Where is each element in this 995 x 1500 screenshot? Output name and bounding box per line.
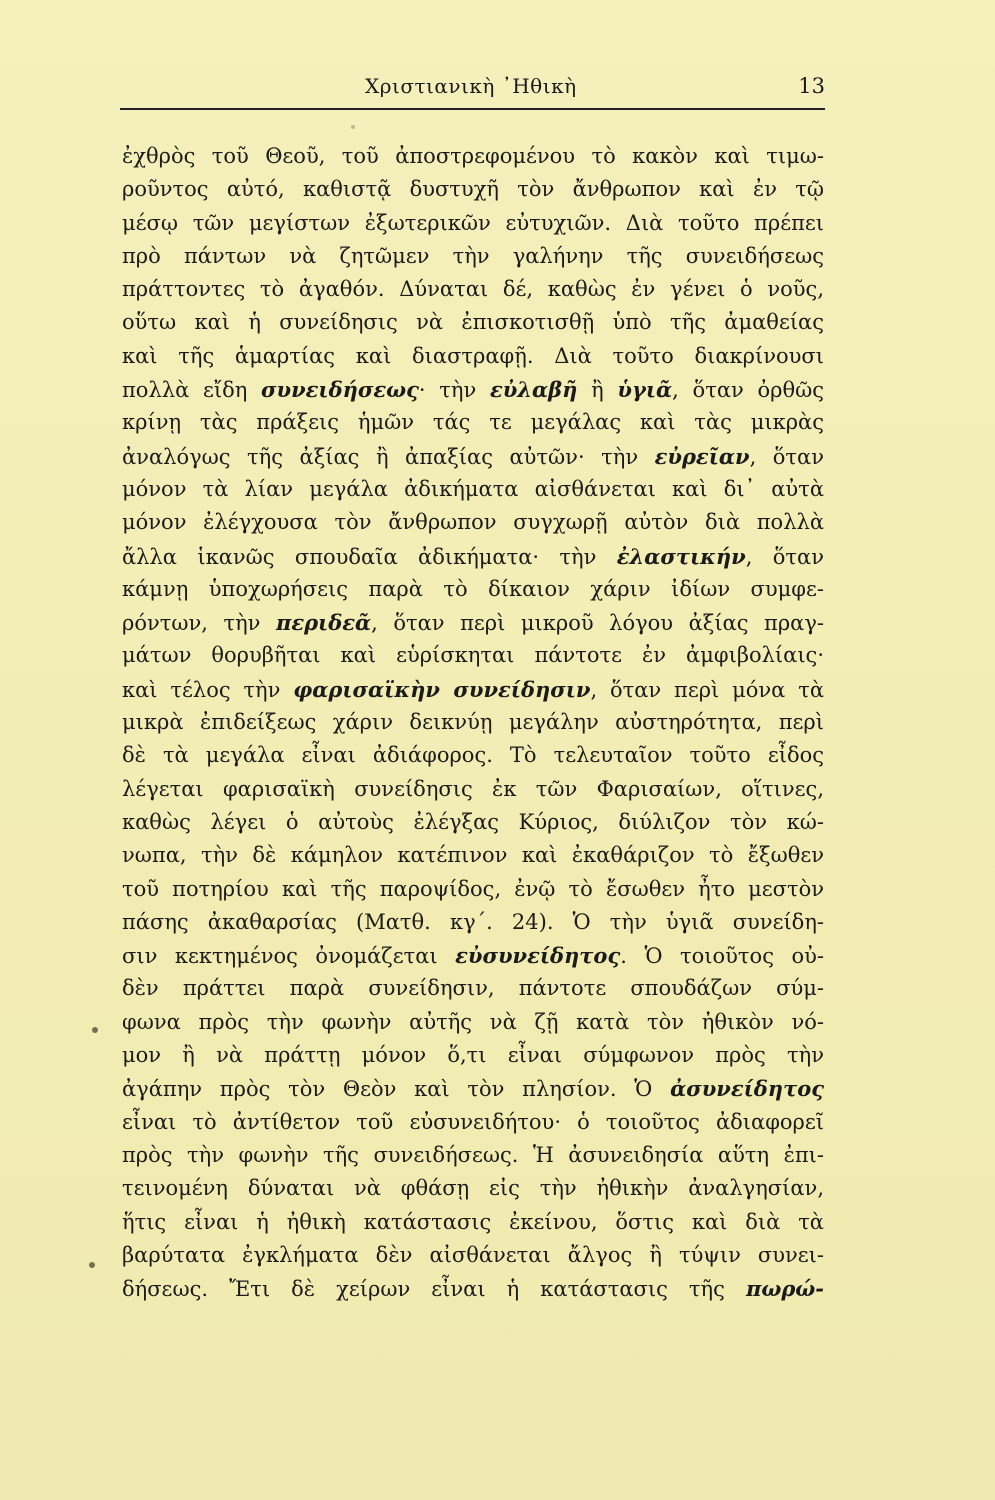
text-segment: πράττοντες τὸ ἀγαθόν. Δύναται δέ, καθὼς ἐν γένει ὁ νοῦς, xyxy=(122,277,824,302)
text-segment: ἐχθρὸς τοῦ Θεοῦ, τοῦ ἀποστρεφομένου τὸ κακὸν καὶ τιμω- xyxy=(122,144,824,168)
text-line xyxy=(122,739,824,772)
text-line xyxy=(122,806,824,839)
text-segment: σιν κεκτημένος ὀνομάζεται xyxy=(122,944,456,969)
emphasized-term: ἀσυνείδητος xyxy=(670,1076,824,1102)
text-segment: , ὅταν περὶ μόνα τὰ xyxy=(590,677,824,702)
text-line xyxy=(122,207,824,240)
text-line xyxy=(122,1006,824,1039)
emphasized-term: εὐλαβῆ xyxy=(489,377,578,403)
text-line xyxy=(122,440,824,473)
text-segment: καὶ τῆς ἁμαρτίας καὶ διαστραφῇ. Διὰ τοῦτο διακρίνουσι xyxy=(122,343,824,368)
text-segment: νωπα, τὴν δὲ κάμηλον κατέπινον καὶ ἐκαθάριζον τὸ ἔξωθεν xyxy=(122,843,824,868)
running-title: Χριστιανικὴ ᾿Ηθικὴ xyxy=(365,74,577,98)
text-segment: καὶ τέλος τὴν xyxy=(122,677,294,702)
text-segment: κάμνῃ ὑποχωρήσεις παρὰ τὸ δίκαιον χάριν ἰδίων συμφε- xyxy=(122,576,824,601)
text-segment: πρὸ πάντων νὰ ζητῶμεν τὴν γαλήνην τῆς συνειδήσεως xyxy=(122,243,824,268)
text-line xyxy=(122,1239,824,1272)
text-segment: μον ἢ νὰ πράττῃ μόνον ὅ,τι εἶναι σύμφωνον πρὸς τὴν xyxy=(122,1043,824,1068)
text-segment: οὕτω καὶ ἡ συνείδησις νὰ ἐπισκοτισθῇ ὑπὸ τῆς ἀμαθείας xyxy=(122,310,824,335)
text-line xyxy=(122,1039,824,1072)
text-line xyxy=(122,240,824,273)
text-segment: πάσης ἀκαθαρσίας (Ματθ. κγ΄. 24). Ὁ τὴν ὑγιᾶ συνείδη- xyxy=(122,909,824,934)
text-line xyxy=(122,1206,824,1239)
text-line xyxy=(122,939,824,972)
text-segment: μάτων θορυβῆται καὶ εὑρίσκηται πάντοτε ἐν ἀμφιβολίαις· xyxy=(122,643,824,668)
text-segment: μικρὰ ἐπιδείξεως χάριν δεικνύῃ μεγάλην αὐστηρότητα, περὶ xyxy=(122,710,824,735)
text-line xyxy=(122,839,824,872)
text-line xyxy=(122,473,824,506)
text-segment: ἀναλόγως τῆς ἀξίας ἢ ἀπαξίας αὐτῶν· τὴν xyxy=(122,444,655,469)
text-line xyxy=(122,1072,824,1105)
text-line xyxy=(122,873,824,906)
text-segment: , ὅταν xyxy=(749,444,824,469)
text-segment: φωνα πρὸς τὴν φωνὴν αὐτῆς νὰ ζῇ κατὰ τὸν ἠθικὸν νό- xyxy=(122,1009,824,1034)
text-segment: κρίνῃ τὰς πράξεις ἡμῶν τάς τε μεγάλας καὶ τὰς μικρὰς xyxy=(122,410,824,435)
text-line xyxy=(122,406,824,439)
text-segment: εἶναι τὸ ἀντίθετον τοῦ εὐσυνειδήτου· ὁ τοιοῦτος ἀδιαφορεῖ xyxy=(122,1109,824,1134)
text-segment: ρόντων, τὴν xyxy=(122,611,276,636)
text-segment: πρὸς τὴν φωνὴν τῆς συνειδήσεως. Ἡ ἀσυνειδησία αὕτη ἐπι- xyxy=(122,1142,824,1167)
text-segment: . Ὁ τοιοῦτος οὐ- xyxy=(620,944,824,969)
emphasized-term: εὐσυνείδητος xyxy=(455,943,621,969)
text-segment: βαρύτατα ἐγκλήματα δὲν αἰσθάνεται ἄλγος ἢ τύψιν συνει- xyxy=(122,1242,824,1267)
text-segment: τεινομένη δύναται νὰ φθάσῃ εἰς τὴν ἠθικὴν ἀναλγησίαν, xyxy=(122,1176,824,1201)
text-line xyxy=(122,706,824,739)
emphasized-term: ἐλαστικήν xyxy=(616,543,746,569)
text-segment: ἄλλα ἱκανῶς σπουδαῖα ἀδικήματα· τὴν xyxy=(122,544,617,569)
speck xyxy=(92,1027,98,1033)
text-line xyxy=(122,573,824,606)
text-line xyxy=(122,773,824,806)
text-line xyxy=(122,673,824,706)
page-header xyxy=(120,70,825,110)
text-segment: καθὼς λέγει ὁ αὐτοὺς ἐλέγξας Κύριος, διύλιζον τὸν κώ- xyxy=(122,809,824,834)
text-line xyxy=(122,306,824,339)
text-line xyxy=(122,373,824,406)
body-text xyxy=(122,140,824,1305)
emphasized-term: περιδεᾶ xyxy=(275,610,372,636)
text-line xyxy=(122,540,824,573)
page-number: 13 xyxy=(798,74,825,98)
text-line xyxy=(122,140,824,173)
text-segment: , ὅταν περὶ μικροῦ λόγου ἀξίας πραγ- xyxy=(371,611,824,636)
text-segment: ἢ xyxy=(577,378,618,403)
text-segment: ἥτις εἶναι ἡ ἠθικὴ κατάστασις ἐκείνου, ὅστις καὶ διὰ τὰ xyxy=(122,1209,824,1234)
text-line xyxy=(122,1139,824,1172)
emphasized-term: ὑγιᾶ xyxy=(617,377,673,403)
text-segment: · τὴν xyxy=(418,378,490,403)
text-line xyxy=(122,1272,824,1305)
text-line xyxy=(122,1172,824,1205)
text-line xyxy=(122,173,824,206)
emphasized-term: πωρώ- xyxy=(745,1276,824,1302)
text-segment: , ὅταν xyxy=(745,544,824,569)
speck xyxy=(89,1262,95,1268)
text-line xyxy=(122,1106,824,1139)
text-line xyxy=(122,606,824,639)
text-line xyxy=(122,273,824,306)
text-segment: μόνον τὰ λίαν μεγάλα ἀδικήματα αἰσθάνεται καὶ δι᾿ αὐτὰ xyxy=(122,476,824,501)
emphasized-term: συνειδήσεως xyxy=(261,377,419,403)
text-segment: τοῦ ποτηρίου καὶ τῆς παροψίδος, ἐνῷ τὸ ἔσωθεν ἦτο μεστὸν xyxy=(122,876,824,901)
text-segment: δὲν πράττει παρὰ συνείδησιν, πάντοτε σπουδάζων σύμ- xyxy=(122,976,824,1001)
text-segment: , ὅταν ὀρθῶς xyxy=(672,378,824,403)
emphasized-term: φαρισαϊκὴν συνείδησιν xyxy=(293,676,591,702)
text-line xyxy=(122,906,824,939)
text-segment: πολλὰ εἴδη xyxy=(122,378,262,403)
text-line xyxy=(122,506,824,539)
emphasized-term: εὐρεῖαν xyxy=(654,443,750,469)
text-segment: μόνον ἐλέγχουσα τὸν ἄνθρωπον συγχωρῇ αὐτὸν διὰ πολλὰ xyxy=(122,510,824,535)
text-line xyxy=(122,340,824,373)
text-segment: δὲ τὰ μεγάλα εἶναι ἀδιάφορος. Τὸ τελευταῖον τοῦτο εἶδος xyxy=(122,743,824,768)
text-segment: ἀγάπην πρὸς τὸν Θεὸν καὶ τὸν πλησίον. Ὁ xyxy=(122,1077,671,1102)
text-segment: δήσεως. Ἔτι δὲ χείρων εἶναι ἡ κατάστασις τῆς xyxy=(122,1277,746,1302)
text-segment: μέσῳ τῶν μεγίστων ἐξωτερικῶν εὐτυχιῶν. Διὰ τοῦτο πρέπει xyxy=(122,210,824,235)
text-segment: λέγεται φαρισαϊκὴ συνείδησις ἐκ τῶν Φαρισαίων, οἵτινες, xyxy=(122,776,824,801)
text-segment: ροῦντος αὐτό, καθιστᾷ δυστυχῆ τὸν ἄνθρωπον καὶ ἐν τῷ xyxy=(122,177,824,202)
text-line xyxy=(122,972,824,1005)
header-rule xyxy=(120,108,825,110)
text-line xyxy=(122,639,824,672)
speck xyxy=(351,125,355,129)
